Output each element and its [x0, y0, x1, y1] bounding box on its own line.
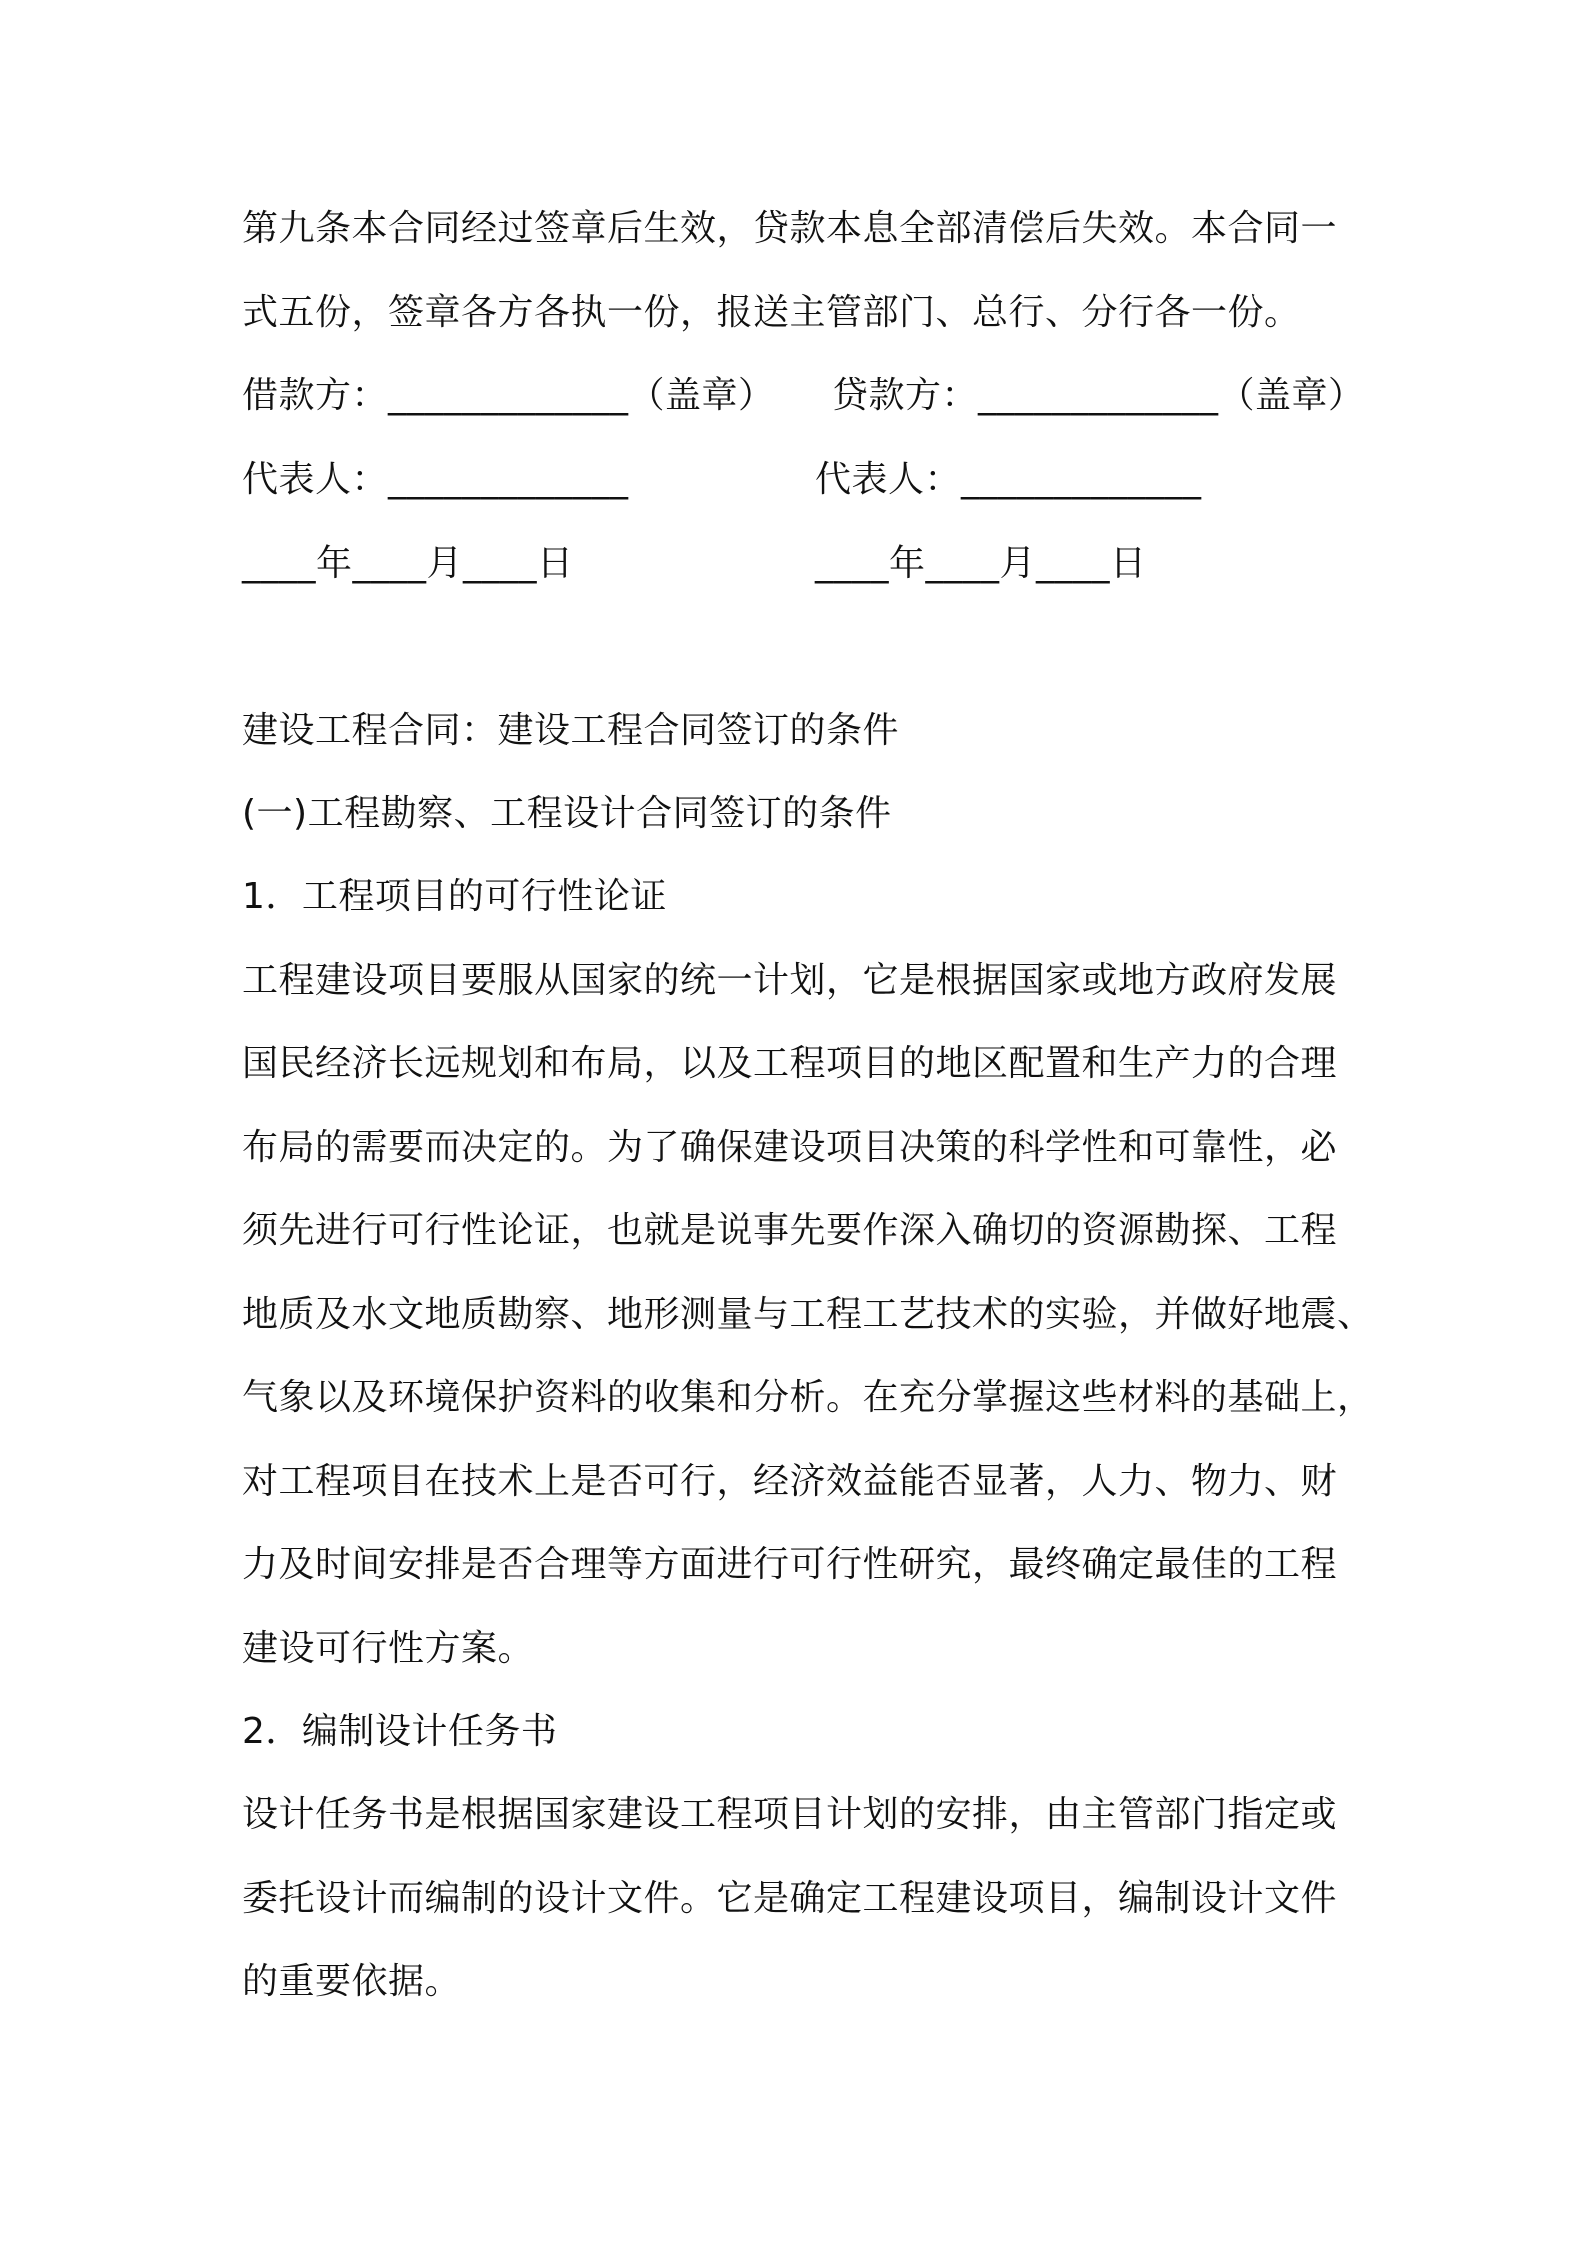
item1-heading: 1．工程项目的可行性论证	[242, 876, 667, 917]
item2-line: 设计任务书是根据国家建设工程项目计划的安排，由主管部门指定或	[242, 1794, 1338, 1835]
section-title: 建设工程合同：建设工程合同签订的条件	[242, 710, 900, 751]
borrower-representative: 代表人：_____________	[242, 459, 629, 500]
article9-line: 式五份，签章各方各执一份，报送主管部门、总行、分行各一份。	[242, 292, 1301, 333]
item1-line: 布局的需要而决定的。为了确保建设项目决策的科学性和可靠性，必	[242, 1127, 1338, 1168]
item2-line: 委托设计而编制的设计文件。它是确定工程建设项目，编制设计文件	[242, 1878, 1338, 1919]
item1-line: 国民经济长远规划和布局，以及工程项目的地区配置和生产力的合理	[242, 1043, 1338, 1084]
item1-line: 气象以及环境保护资料的收集和分析。在充分掌握这些材料的基础上，	[242, 1377, 1374, 1418]
lender-signature: 贷款方：_____________（盖章）	[832, 375, 1365, 416]
item1-line: 力及时间安排是否合理等方面进行可行性研究，最终确定最佳的工程	[242, 1544, 1338, 1585]
section-subtitle: (一)工程勘察、工程设计合同签订的条件	[242, 793, 892, 834]
article9-line: 第九条本合同经过签章后生效，贷款本息全部清偿后失效。本合同一	[242, 208, 1338, 249]
item1-line: 地质及水文地质勘察、地形测量与工程工艺技术的实验，并做好地震、	[242, 1294, 1374, 1335]
item1-line: 建设可行性方案。	[242, 1628, 535, 1669]
item1-line: 对工程项目在技术上是否可行，经济效益能否显著，人力、物力、财	[242, 1461, 1338, 1502]
item1-line: 须先进行可行性论证，也就是说事先要作深入确切的资源勘探、工程	[242, 1210, 1338, 1251]
item2-heading: 2．编制设计任务书	[242, 1711, 558, 1752]
borrower-date: ____年____月____日	[242, 543, 574, 584]
item2-line: 的重要依据。	[242, 1961, 462, 2002]
borrower-signature: 借款方：_____________（盖章）	[242, 375, 775, 416]
lender-date: ____年____月____日	[815, 543, 1147, 584]
item1-line: 工程建设项目要服从国家的统一计划，它是根据国家或地方政府发展	[242, 960, 1338, 1001]
lender-representative: 代表人：_____________	[815, 459, 1202, 500]
